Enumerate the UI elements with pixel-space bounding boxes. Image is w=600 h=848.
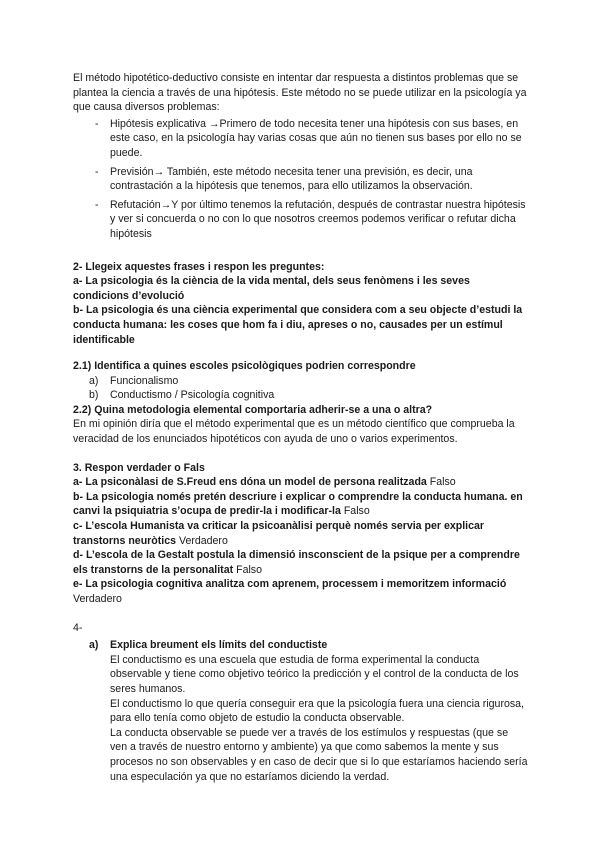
bullet-refutacion: - Refutación→Y por último tenemos la refutación, después de contrastar nuestra hipótesis y ver si concuerda o no con lo que nosotros creemos podemos verificar o refutar dicha hipótesis xyxy=(73,198,528,242)
answer: Verdadero xyxy=(178,534,228,547)
statement: e- La psicologia cognitiva analitza com aprenem, processem i memoritzem informació xyxy=(73,578,507,591)
section-4-title: 4- xyxy=(73,621,83,634)
section-3-item-c xyxy=(73,519,528,548)
answer-2-1-list xyxy=(73,374,528,403)
answer: Verdadero xyxy=(73,593,122,605)
section-3-item-e xyxy=(73,577,528,606)
statement: b- La psicologia només pretén descriure i explicar o comprendre la conducta humana. en canvi la psiquiatria s’ocupa de predir-la i modificar-la xyxy=(73,490,523,518)
section-3-item-b xyxy=(73,490,528,519)
answer: Falso xyxy=(343,505,370,518)
section-2-statement-a: a- La psicologia és la ciència de la vida mental, dels seus fenòmens i les seves condicions d’evolució xyxy=(73,275,470,302)
answer-2-1-b xyxy=(73,388,528,403)
intro-bullet-list xyxy=(73,117,528,242)
answer-4-a-paragraph-2: El conductismo lo que quería conseguir era que la psicología fuera una ciencia rigurosa, para ello tenía como objeto de estudio la conducta observable. xyxy=(110,697,524,725)
intro-paragraph: El método hipotético-deductivo consiste en intentar dar respuesta a distintos problemas que se plantea la ciencia a través de una hipótesis. Este método no se puede utilizar en la psicología ya que causa diversos problemas: xyxy=(73,72,527,114)
section-2-title: 2- Llegeix aquestes frases i respon les preguntes: xyxy=(73,260,325,273)
section-3-item-a xyxy=(73,475,528,490)
bullet-explicativa: - Hipótesis explicativa →Primero de todo necesita tener una hipótesis con sus bases, en este caso, en la psicología hay varias cosas que aún no tienen sus bases por ello no se puede. xyxy=(73,117,528,161)
answer-text: Funcionalismo xyxy=(110,374,179,387)
section-3-title: 3. Respon verdader o Fals xyxy=(73,461,205,474)
question-2-2: 2.2) Quina metodologia elemental comportaria adherir-se a una o altra? xyxy=(73,403,433,416)
list-marker: b) xyxy=(89,389,99,402)
answer-text: Conductismo / Psicología cognitiva xyxy=(110,389,275,402)
statement: a- La psiconàlasi de S.Freud ens dóna un model de persona realitzada xyxy=(73,476,427,489)
answer-2-1-a xyxy=(73,374,528,389)
answer-2-2: En mi opinión diría que el método experimental que es un método científico que comprueba la veracidad de los enunciados hipotéticos con ayuda de uno o varios experimentos. xyxy=(73,418,515,446)
question-2-1: 2.1) Identifica a quines escoles psicològiques podrien correspondre xyxy=(73,360,416,373)
section-4-item-a xyxy=(73,638,528,784)
statement: d- L’escola de la Gestalt postula la dimensió insconscient de la psique per a comprendre els transtorns de la personalitat xyxy=(73,549,520,576)
document-body xyxy=(73,71,528,784)
section-3-item-d xyxy=(73,548,528,577)
list-marker: a) xyxy=(89,639,99,652)
list-marker: a) xyxy=(89,374,99,387)
answer-4-a-paragraph-3: La conducta observable se puede ver a través de los estímulos y respuestas (que se ven a través de nuestro entorno y ambiente) ya que como sabemos la mente y sus procesos no son observables y en caso de decir que si lo que estaríamos haciendo sería una especulación ya que no estaríamos diciendo la verdad. xyxy=(110,726,528,783)
answer: Falso xyxy=(236,563,262,576)
question-4-a: Explica breument els límits del conductiste xyxy=(110,639,328,652)
answer: Falso xyxy=(429,476,456,489)
statement: c- L’escola Humanista va criticar la psicoanàlisi perquè només servia per explicar transtorns neuròtics xyxy=(73,520,484,547)
answer-4-a-paragraph-1: El conductismo es una escuela que estudia de forma experimental la conducta observable y tiene como objetivo teórico la predicción y el control de la conducta de los seres humanos. xyxy=(110,653,519,695)
section-2-statement-b: b- La psicologia és una ciència experimental que considera com a seu objecte d’estudi la conducta humana: les coses que hom fa i diu, apreses o no, causades per un estímul identificable xyxy=(73,304,523,346)
bullet-prevision: - Previsión→ También, este método necesita tener una previsión, es decir, una contrastación a la hipótesis que tenemos, para ello utilizamos la observación. xyxy=(73,165,528,194)
